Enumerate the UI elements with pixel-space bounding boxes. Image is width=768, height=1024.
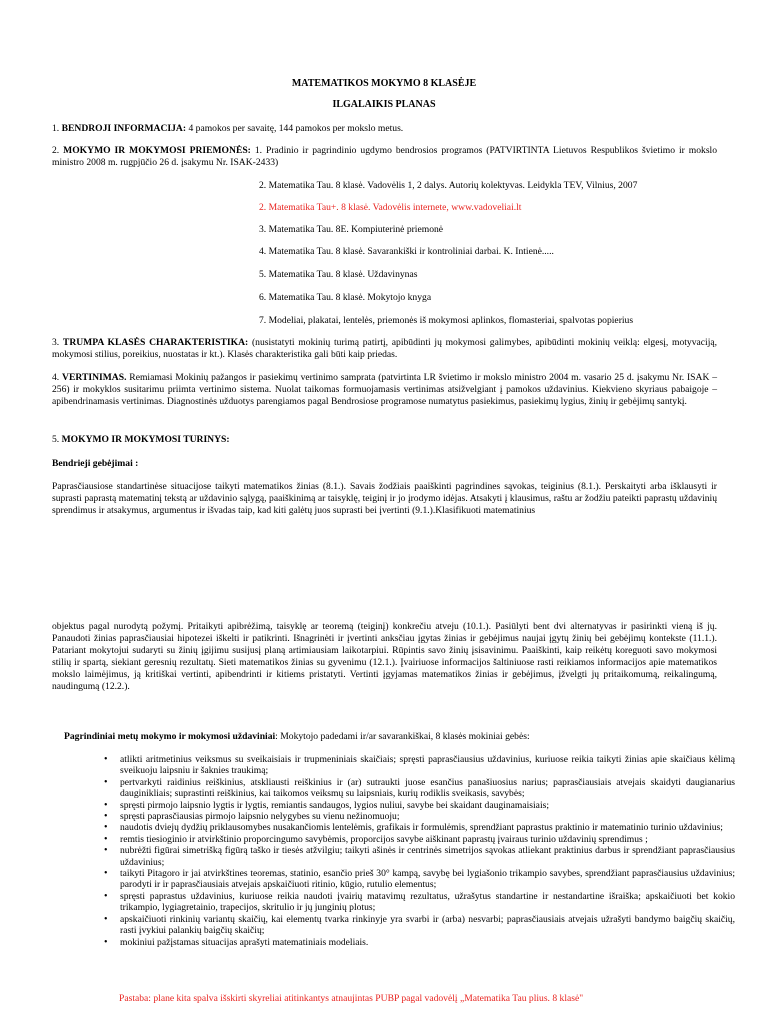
list-item: • taikyti Pitagoro ir jai atvirkštines teoremas, statinio, esančio prieš 30° kampą, savybę bei lygiašonio trikampio savybes, sprendžiant paprasčiausius uždavinius; parodyti ir ir paprasčiausiais atvejais apskaičiuoti ritinio, kūgio, rutulio elementus;	[120, 868, 735, 891]
list-item: • atlikti aritmetinius veiksmus su sveikaisiais ir trupmeniniais skaičiais; spręsti paprasčiausius uždavinius, kuriuose reikia taikyti žinias apie skaičiaus kėlimą sveikuoju laipsniu ir šaknies traukimą;	[120, 754, 735, 777]
section-heading: BENDROJI INFORMACIJA:	[61, 123, 187, 134]
resource-item: 4. Matematika Tau. 8 klasė. Savarankiški ir kontroliniai darbai. K. Intienė.....	[259, 246, 554, 257]
section-text: Remiamasi Mokinių pažangos ir pasiekimų vertinimo samprata (patvirtinta LR švietimo ir mokslo ministro 2004 m. vasario 25 d. įsakymu Nr. ISAK – 256) ir mokyklos susitarimu priimta vertinimo sistema. Nuolat taikomas formuojamasis vertinimas atsižvelgiant į pamokos uždavinius. Kiekvieno skyriaus pabaigoje – apibendrinamasis vertinimas. Diagnostinės užduotys parengiamos pagal Bendrosiose programose numatytus pasiekimus, pasiekimų lygius, žinių ir gebėjimų santykį.	[52, 372, 717, 407]
resource-item: 5. Matematika Tau. 8 klasė. Uždavinynas	[259, 269, 418, 280]
section-content	[52, 434, 717, 446]
section-general-info	[52, 123, 717, 135]
list-item: • spręsti paprasčiausias pirmojo laipsnio nelygybes su vienu nežinomuoju;	[120, 811, 735, 822]
general-abilities-paragraph-2: objektus pagal nurodytą požymį. Pritaikyti apibrėžimą, taisyklę ar teoremą (teiginį) konkrečiu atveju (10.1.). Pasiūlyti bent dvi alternatyvas ir pasirinkti vieną iš jų. Panaudoti žinias paprasčiausiai hipotezei iškelti ir patikrinti. Išnagrinėti ir įvertinti anksčiau įgytas žinias ir gebėjimus naujai įgytų žinių bei gebėjimų kontekste (11.1.). Patariant mokytojui sudaryti su žinių įgijimu susijusį planą artimiausiam laikotarpiui. Rūpintis savo žinių įsisavinimu. Paaiškinti, kaip reikėtų koreguoti savo mokymosi stilių ir spartą, siekiant geresnių rezultatų. Sieti matematikos žinias su gyvenimu (12.1.). Įvairiuose informacijos šaltiniuose rasti reikiamos informacijos apie matematikos mokslo laimėjimus, ją kritiškai vertinti, apibendrinti ir kitiems pristatyti. Vertinti įgyjamas matematikos žinias ir gebėjimus, įžvelgti jų pritaikomumą, reikalingumą, naudingumą (12.2.).	[52, 621, 717, 692]
section-number: 3.	[52, 337, 63, 348]
section-text: 1. Pradinio ir pagrindinio ugdymo bendrosios programos (PATVIRTINTA Lietuvos Respublikos švietimo ir mokslo ministro 2008 m. rugpjūčio 26 d. įsakymu Nr. ISAK-2433)	[52, 145, 718, 168]
section-text: (nusistatyti mokinių turimą patirtį, apibūdinti jų mokymosi galimybes, apibūdinti mokinių veiklą: elgesį, motyvaciją, mokymosi stilius, poreikius, nuostatas ir kt.). Klasės charakteristika gali būti kaip priedas.	[52, 337, 718, 360]
yearly-tasks-heading	[64, 731, 724, 743]
section-heading: TRUMPA KLASĖS CHARAKTERISTIKA:	[62, 337, 249, 348]
list-item: • spręsti paprastus uždavinius, kuriuose reikia naudoti įvairių matavimų rezultatus, užrašytus standartine ir nestandartine išraiška; apskaičiuoti bet kokio trikampio, lygiagretainio, trapecijos, skritulio ir jų junginių plotus;	[120, 891, 735, 914]
general-abilities-heading	[52, 458, 717, 470]
tasks-heading: Pagrindiniai metų mokymo ir mokymosi uždaviniai	[64, 731, 276, 742]
list-item: • mokiniui pažįstamas situacijas aprašyti matematiniais modeliais.	[120, 937, 735, 948]
red-note: Pastaba: plane kita spalva išskirti skyreliai atitinkantys atnaujintas PUBP pagal vadovėlį „Matematika Tau plius. 8 klasė"	[119, 993, 584, 1004]
list-item: • apskaičiuoti rinkinių variantų skaičių, kai elementų tvarka rinkinyje yra svarbi ir (arba) nesvarbi; paprasčiausiais atvejais užrašyti bandymo baigčių skaičių, rasti įvykiui palankių baigčių skaičių;	[120, 914, 735, 937]
list-item: • nubrėžti figūrai simetrišką figūrą taško ir tiesės atžvilgiu; taikyti ašinės ir centrinės simetrijos sąvokas atliekant praktinius darbus ir sprendžiant paprasčiausius uždavinius;	[120, 845, 735, 868]
section-assessment	[52, 372, 717, 408]
document-title: MATEMATIKOS MOKYMO 8 KLASĖJE	[291, 78, 477, 89]
list-item: • spręsti pirmojo laipsnio lygtis ir lygtis, remiantis sandaugos, lygios nuliui, savybe bei skaidant dauginamaisiais;	[120, 800, 735, 811]
section-heading: MOKYMO IR MOKYMOSI PRIEMONĖS:	[63, 145, 251, 156]
tasks-intro: : Mokytojo padedami ir/ar savarankiškai, 8 klasės mokiniai gebės:	[275, 731, 530, 742]
resource-item: 2. Matematika Tau. 8 klasė. Vadovėlis 1, 2 dalys. Autorių kolektyvas. Leidykla TEV, Vilnius, 2007	[259, 180, 638, 191]
list-item: • pertvarkyti raidinius reiškinius, atskliausti reiškinius ir (ar) sutraukti juose esančius panašiuosius narius; paprasčiausiais atvejais skaidyti daugianarius dauginikliais; suprastinti reiškinius, kai taikomos veiksmų su laipsniais, kurių rodiklis sveikasis, savybės;	[120, 777, 735, 800]
resource-item: 3. Matematika Tau. 8E. Kompiuterinė priemonė	[259, 224, 444, 235]
resource-item: 6. Matematika Tau. 8 klasė. Mokytojo knyga	[259, 292, 432, 303]
list-item: • naudotis dviejų dydžių priklausomybes nusakančiomis lentelėmis, grafikais ir formulėmis, sprendžiant paprastus praktinio ir matematinio turinio uždavinius;	[120, 822, 735, 833]
section-class-characteristics	[52, 337, 717, 361]
section-text: 4 pamokos per savaitę, 144 pamokos per mokslo metus.	[186, 123, 404, 134]
section-heading: VERTINIMAS.	[62, 372, 127, 383]
document-subtitle: ILGALAIKIS PLANAS	[332, 99, 436, 110]
list-item: • remtis tiesioginio ir atvirkštinio proporcingumo savybėmis, proporcijos savybe aiškinant paprastų įvairaus turinio uždavinių sprendimus ;	[120, 834, 735, 845]
tasks-bullet-list	[103, 754, 735, 948]
section-teaching-aids	[52, 145, 717, 169]
section-number: 5.	[52, 434, 62, 445]
resource-item: 7. Modeliai, plakatai, lentelės, priemonės iš mokymosi aplinkos, flomasteriai, spalvotas popierius	[259, 315, 634, 326]
section-heading: MOKYMO IR MOKYMOSI TURINYS:	[61, 434, 230, 445]
section-number: 2.	[52, 145, 64, 156]
section-number: 1.	[52, 123, 62, 134]
general-abilities-paragraph-1: Paprasčiausiose standartinėse situacijose taikyti matematikos žinias (8.1.). Savais žodžiais paaiškinti pagrindines sąvokas, teiginius (8.1.). Perskaityti arba išklausyti ir suprasti paprastą matematinį tekstą ar uždavinio sąlygą, paaiškinimą ar taisyklę, teiginį ir jo įrodymo idėjas. Atsakyti į klausimus, raštu ar žodžiu pateikti paprastų uždavinių sprendimus ir atsakymus, argumentus ir išvadas taip, kad kiti galėtų juos suprasti bei įvertinti (9.1.).Klasifikuoti matematinius	[52, 481, 717, 516]
section-number: 4.	[52, 372, 63, 383]
resource-item-highlighted: 2. Matematika Tau+. 8 klasė. Vadovėlis internete, www.vadoveliai.lt	[259, 202, 522, 213]
subheading-text: Bendrieji gebėjimai :	[52, 458, 139, 469]
